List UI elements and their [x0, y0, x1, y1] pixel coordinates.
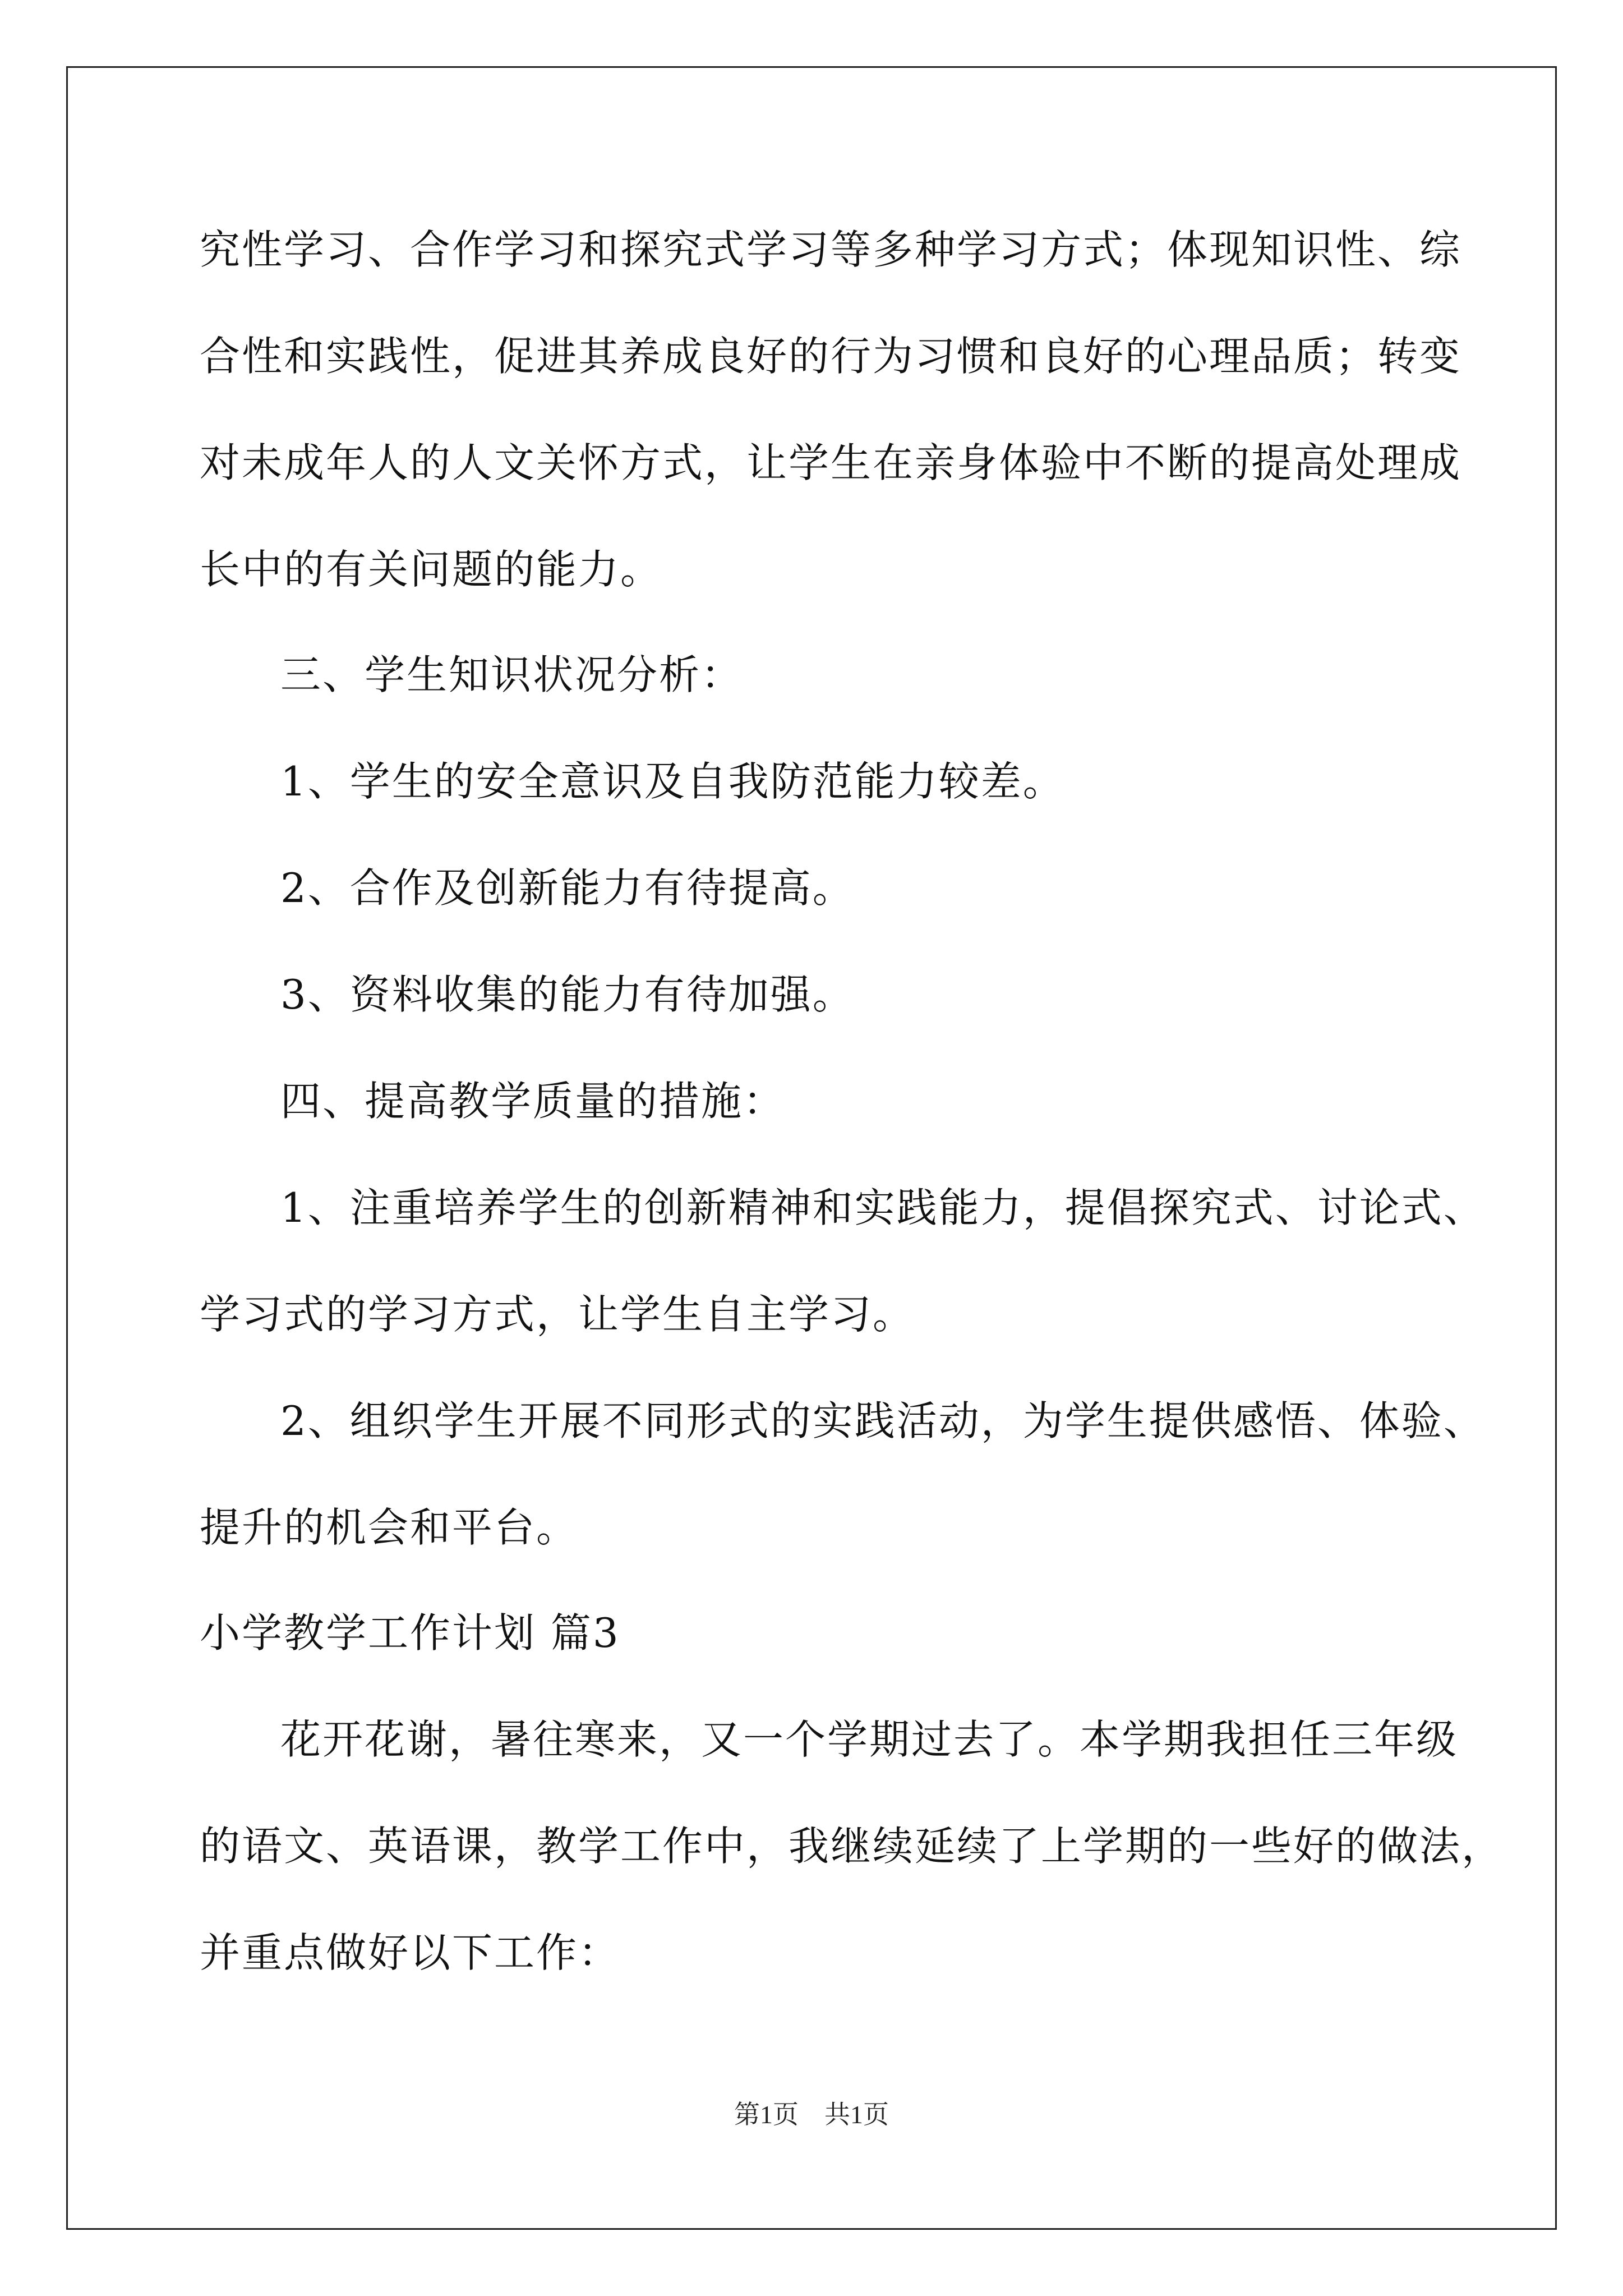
- section-heading: 四、提高教学质量的措施：: [280, 1078, 786, 1125]
- body-text-line: 究性学习、合作学习和探究式学习等多种学习方式；体现知识性、综: [200, 226, 1462, 273]
- body-text-line: 长中的有关问题的能力。: [200, 546, 663, 593]
- body-text-line: 合性和实践性，促进其养成良好的行为习惯和良好的心理品质；转变: [200, 333, 1462, 380]
- list-item: 3、资料收集的能力有待加强。: [280, 971, 855, 1018]
- section-heading: 三、学生知识状况分析：: [280, 651, 744, 698]
- list-item: 2、组织学生开展不同形式的实践活动，为学生提供感悟、体验、: [280, 1397, 1486, 1444]
- article-title: 小学教学工作计划 篇3: [200, 1609, 620, 1657]
- body-text-line: 提升的机会和平台。: [200, 1504, 579, 1551]
- page-footer: 第1页 共1页: [734, 2100, 889, 2129]
- list-item: 2、合作及创新能力有待提高。: [280, 864, 855, 912]
- body-text-line: 对未成年人的人文关怀方式，让学生在亲身体验中不断的提高处理成: [200, 439, 1462, 486]
- list-item: 1、学生的安全意识及自我防范能力较差。: [280, 758, 1065, 805]
- body-text-line: 的语文、英语课，教学工作中，我继续延续了上学期的一些好的做法，: [200, 1823, 1504, 1870]
- body-text-line: 学习式的学习方式，让学生自主学习。: [200, 1291, 915, 1338]
- body-text-line: 花开花谢，暑往寒来，又一个学期过去了。本学期我担任三年级: [280, 1716, 1459, 1763]
- body-text-line: 并重点做好以下工作：: [200, 1929, 621, 1976]
- list-item: 1、注重培养学生的创新精神和实践能力，提倡探究式、讨论式、: [280, 1184, 1486, 1231]
- page-border: [66, 66, 1557, 2230]
